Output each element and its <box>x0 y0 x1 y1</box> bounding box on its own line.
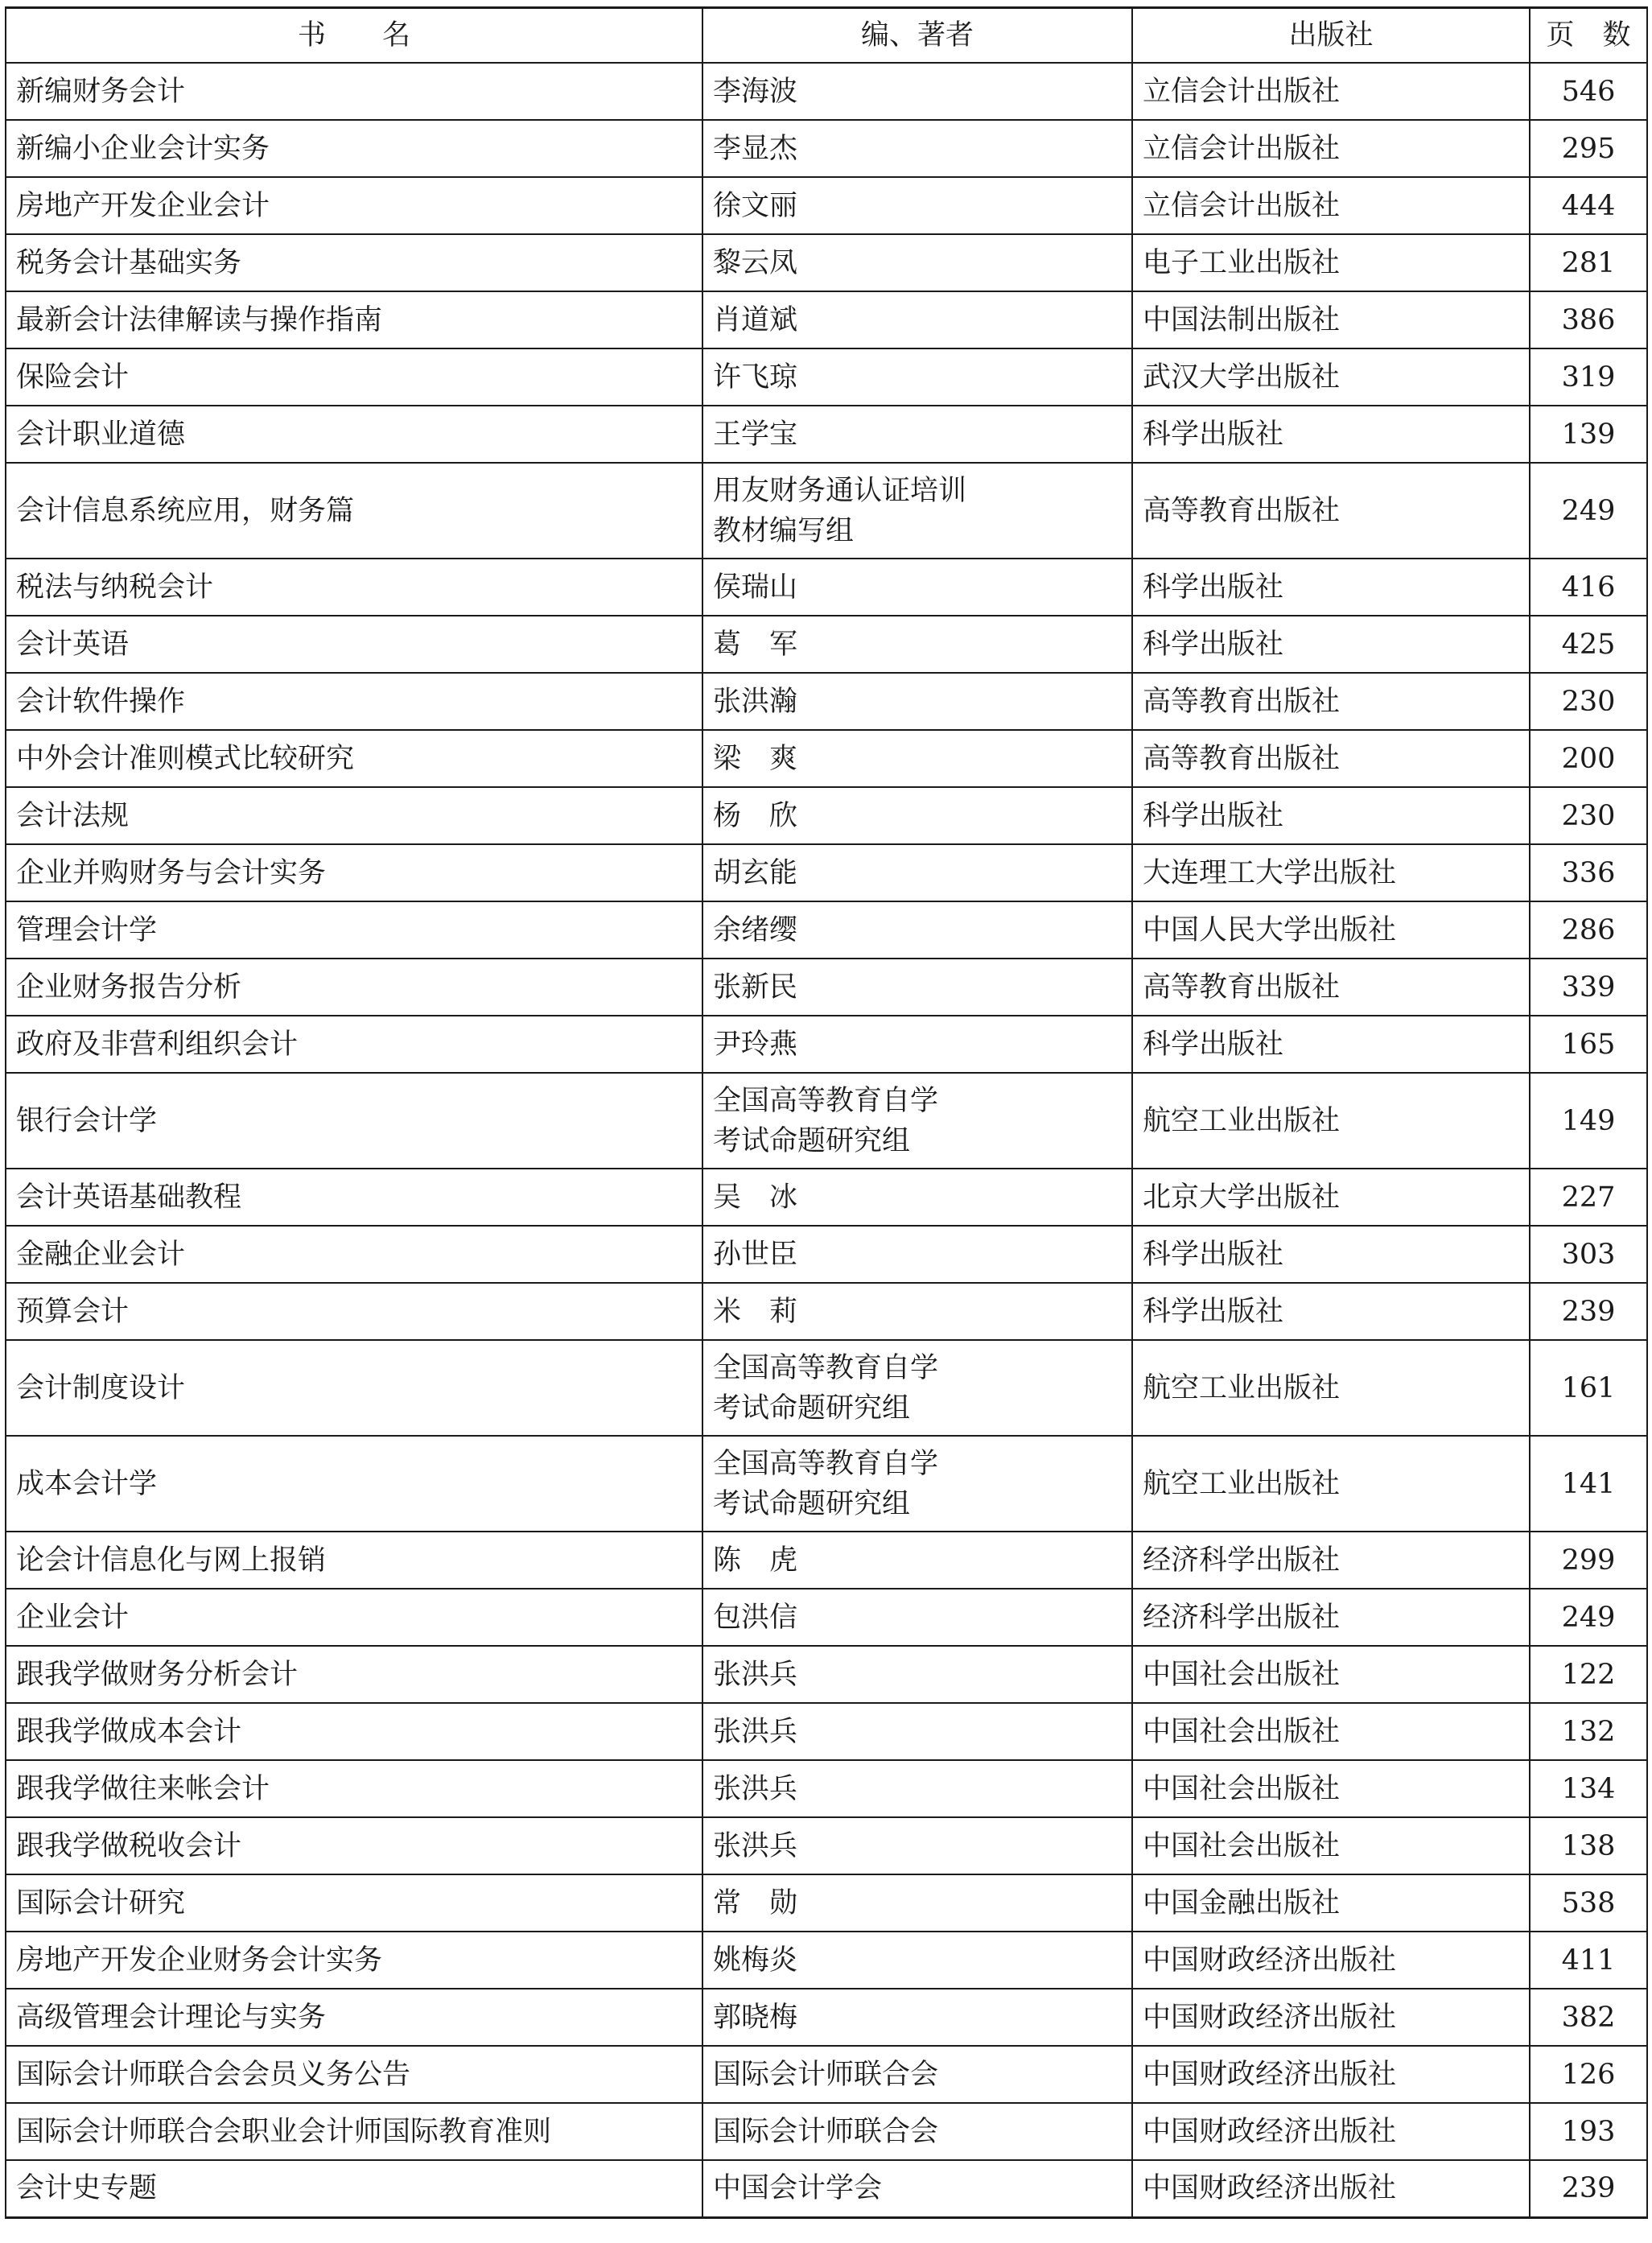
book-publisher-cell: 航空工业出版社 <box>1132 1073 1530 1169</box>
table-row <box>6 2103 1647 2160</box>
book-publisher-cell: 中国财政经济出版社 <box>1132 1932 1530 1989</box>
book-title-cell: 金融企业会计 <box>6 1226 702 1283</box>
book-publisher-cell: 高等教育出版社 <box>1132 673 1530 730</box>
book-author-cell: 许飞琼 <box>702 348 1132 406</box>
book-pages-cell: 249 <box>1530 463 1647 559</box>
table-row <box>6 559 1647 616</box>
book-publisher-cell: 立信会计出版社 <box>1132 120 1530 177</box>
book-title-cell: 税法与纳税会计 <box>6 559 702 616</box>
book-pages-cell: 141 <box>1530 1436 1647 1532</box>
book-author-cell: 葛 军 <box>702 616 1132 673</box>
table-row <box>6 844 1647 901</box>
book-pages-cell: 425 <box>1530 616 1647 673</box>
book-pages-cell: 416 <box>1530 559 1647 616</box>
book-pages-cell: 538 <box>1530 1874 1647 1932</box>
book-title-cell: 论会计信息化与网上报销 <box>6 1532 702 1589</box>
book-title-cell: 高级管理会计理论与实务 <box>6 1989 702 2046</box>
book-author-cell: 姚梅炎 <box>702 1932 1132 1989</box>
book-pages-cell: 134 <box>1530 1760 1647 1817</box>
book-publisher-cell: 高等教育出版社 <box>1132 959 1530 1016</box>
book-author-cell: 梁 爽 <box>702 730 1132 787</box>
book-pages-cell: 139 <box>1530 406 1647 463</box>
table-row <box>6 1589 1647 1646</box>
table-row <box>6 2046 1647 2103</box>
book-publisher-cell: 北京大学出版社 <box>1132 1169 1530 1226</box>
book-pages-cell: 122 <box>1530 1646 1647 1703</box>
table-row <box>6 1283 1647 1340</box>
book-title-cell: 会计史专题 <box>6 2160 702 2217</box>
book-author-cell: 米 莉 <box>702 1283 1132 1340</box>
book-title-cell: 房地产开发企业财务会计实务 <box>6 1932 702 1989</box>
book-publisher-cell: 高等教育出版社 <box>1132 730 1530 787</box>
book-title-cell: 企业财务报告分析 <box>6 959 702 1016</box>
header-publisher: 出版社 <box>1132 8 1530 64</box>
table-row <box>6 291 1647 348</box>
book-pages-cell: 239 <box>1530 1283 1647 1340</box>
book-author-cell: 侯瑞山 <box>702 559 1132 616</box>
header-pages: 页 数 <box>1530 8 1647 64</box>
book-publisher-cell: 科学出版社 <box>1132 616 1530 673</box>
table-row <box>6 463 1647 559</box>
book-author-cell: 胡玄能 <box>702 844 1132 901</box>
book-title-cell: 跟我学做往来帐会计 <box>6 1760 702 1817</box>
book-publisher-cell: 中国财政经济出版社 <box>1132 2160 1530 2217</box>
book-author-cell: 吴 冰 <box>702 1169 1132 1226</box>
table-row <box>6 1016 1647 1073</box>
book-list-table <box>5 6 1648 2219</box>
book-publisher-cell: 立信会计出版社 <box>1132 63 1530 120</box>
book-pages-cell: 227 <box>1530 1169 1647 1226</box>
book-publisher-cell: 科学出版社 <box>1132 1016 1530 1073</box>
book-title-cell: 会计信息系统应用，财务篇 <box>6 463 702 559</box>
book-pages-cell: 230 <box>1530 673 1647 730</box>
book-publisher-cell: 电子工业出版社 <box>1132 234 1530 291</box>
book-author-cell: 全国高等教育自学 考试命题研究组 <box>702 1340 1132 1436</box>
table-row <box>6 406 1647 463</box>
book-pages-cell: 126 <box>1530 2046 1647 2103</box>
book-author-cell: 张洪兵 <box>702 1703 1132 1760</box>
book-publisher-cell: 经济科学出版社 <box>1132 1589 1530 1646</box>
book-pages-cell: 299 <box>1530 1532 1647 1589</box>
book-publisher-cell: 立信会计出版社 <box>1132 177 1530 234</box>
table-row <box>6 1646 1647 1703</box>
book-title-cell: 跟我学做税收会计 <box>6 1817 702 1874</box>
table-row <box>6 120 1647 177</box>
book-author-cell: 中国会计学会 <box>702 2160 1132 2217</box>
book-title-cell: 企业并购财务与会计实务 <box>6 844 702 901</box>
book-title-cell: 会计英语基础教程 <box>6 1169 702 1226</box>
table-row <box>6 616 1647 673</box>
book-pages-cell: 411 <box>1530 1932 1647 1989</box>
book-title-cell: 会计软件操作 <box>6 673 702 730</box>
book-publisher-cell: 大连理工大学出版社 <box>1132 844 1530 901</box>
table-row <box>6 1703 1647 1760</box>
book-author-cell: 国际会计师联合会 <box>702 2046 1132 2103</box>
book-pages-cell: 382 <box>1530 1989 1647 2046</box>
book-pages-cell: 149 <box>1530 1073 1647 1169</box>
book-author-cell: 张洪兵 <box>702 1817 1132 1874</box>
book-author-cell: 肖道斌 <box>702 291 1132 348</box>
book-publisher-cell: 中国人民大学出版社 <box>1132 901 1530 959</box>
book-author-cell: 张洪瀚 <box>702 673 1132 730</box>
book-title-cell: 管理会计学 <box>6 901 702 959</box>
book-title-cell: 新编财务会计 <box>6 63 702 120</box>
book-title-cell: 政府及非营利组织会计 <box>6 1016 702 1073</box>
book-title-cell: 会计制度设计 <box>6 1340 702 1436</box>
book-pages-cell: 303 <box>1530 1226 1647 1283</box>
book-publisher-cell: 中国社会出版社 <box>1132 1646 1530 1703</box>
book-publisher-cell: 武汉大学出版社 <box>1132 348 1530 406</box>
book-title-cell: 新编小企业会计实务 <box>6 120 702 177</box>
book-pages-cell: 239 <box>1530 2160 1647 2217</box>
book-author-cell: 张洪兵 <box>702 1760 1132 1817</box>
book-publisher-cell: 中国财政经济出版社 <box>1132 1989 1530 2046</box>
book-author-cell: 王学宝 <box>702 406 1132 463</box>
book-publisher-cell: 中国法制出版社 <box>1132 291 1530 348</box>
book-publisher-cell: 科学出版社 <box>1132 1226 1530 1283</box>
header-title: 书 名 <box>6 8 702 64</box>
book-publisher-cell: 航空工业出版社 <box>1132 1340 1530 1436</box>
table-body <box>6 63 1647 2217</box>
book-pages-cell: 336 <box>1530 844 1647 901</box>
book-title-cell: 保险会计 <box>6 348 702 406</box>
book-title-cell: 国际会计研究 <box>6 1874 702 1932</box>
book-publisher-cell: 经济科学出版社 <box>1132 1532 1530 1589</box>
table-row <box>6 1073 1647 1169</box>
table-row <box>6 1436 1647 1532</box>
book-author-cell: 郭晓梅 <box>702 1989 1132 2046</box>
book-title-cell: 会计法规 <box>6 787 702 844</box>
book-title-cell: 成本会计学 <box>6 1436 702 1532</box>
book-title-cell: 预算会计 <box>6 1283 702 1340</box>
book-title-cell: 会计职业道德 <box>6 406 702 463</box>
table-row <box>6 63 1647 120</box>
table-row <box>6 673 1647 730</box>
table-row <box>6 1532 1647 1589</box>
book-author-cell: 余绪缨 <box>702 901 1132 959</box>
table-row <box>6 1340 1647 1436</box>
book-author-cell: 常 勋 <box>702 1874 1132 1932</box>
header-author: 编、著者 <box>702 8 1132 64</box>
book-pages-cell: 546 <box>1530 63 1647 120</box>
book-author-cell: 杨 欣 <box>702 787 1132 844</box>
table-row <box>6 2160 1647 2217</box>
book-publisher-cell: 航空工业出版社 <box>1132 1436 1530 1532</box>
book-author-cell: 全国高等教育自学 考试命题研究组 <box>702 1436 1132 1532</box>
table-row <box>6 901 1647 959</box>
book-publisher-cell: 科学出版社 <box>1132 406 1530 463</box>
table-row <box>6 348 1647 406</box>
book-author-cell: 张洪兵 <box>702 1646 1132 1703</box>
book-author-cell: 用友财务通认证培训 教材编写组 <box>702 463 1132 559</box>
book-pages-cell: 230 <box>1530 787 1647 844</box>
book-title-cell: 企业会计 <box>6 1589 702 1646</box>
book-pages-cell: 193 <box>1530 2103 1647 2160</box>
book-publisher-cell: 科学出版社 <box>1132 559 1530 616</box>
book-publisher-cell: 高等教育出版社 <box>1132 463 1530 559</box>
book-pages-cell: 200 <box>1530 730 1647 787</box>
table-row <box>6 1989 1647 2046</box>
book-pages-cell: 286 <box>1530 901 1647 959</box>
book-title-cell: 国际会计师联合会会员义务公告 <box>6 2046 702 2103</box>
book-author-cell: 国际会计师联合会 <box>702 2103 1132 2160</box>
table-row <box>6 1760 1647 1817</box>
book-author-cell: 黎云凤 <box>702 234 1132 291</box>
book-publisher-cell: 中国社会出版社 <box>1132 1760 1530 1817</box>
book-pages-cell: 295 <box>1530 120 1647 177</box>
book-pages-cell: 249 <box>1530 1589 1647 1646</box>
table-row <box>6 1817 1647 1874</box>
book-author-cell: 全国高等教育自学 考试命题研究组 <box>702 1073 1132 1169</box>
book-author-cell: 包洪信 <box>702 1589 1132 1646</box>
book-publisher-cell: 中国社会出版社 <box>1132 1703 1530 1760</box>
book-publisher-cell: 中国社会出版社 <box>1132 1817 1530 1874</box>
book-publisher-cell: 中国财政经济出版社 <box>1132 2103 1530 2160</box>
book-author-cell: 张新民 <box>702 959 1132 1016</box>
book-title-cell: 国际会计师联合会职业会计师国际教育准则 <box>6 2103 702 2160</box>
book-pages-cell: 386 <box>1530 291 1647 348</box>
table-row <box>6 730 1647 787</box>
book-publisher-cell: 中国金融出版社 <box>1132 1874 1530 1932</box>
table-row <box>6 959 1647 1016</box>
table-row <box>6 234 1647 291</box>
table-row <box>6 1169 1647 1226</box>
book-publisher-cell: 科学出版社 <box>1132 787 1530 844</box>
book-title-cell: 会计英语 <box>6 616 702 673</box>
book-title-cell: 税务会计基础实务 <box>6 234 702 291</box>
book-pages-cell: 281 <box>1530 234 1647 291</box>
table-row <box>6 1932 1647 1989</box>
book-author-cell: 孙世臣 <box>702 1226 1132 1283</box>
book-publisher-cell: 中国财政经济出版社 <box>1132 2046 1530 2103</box>
table-row <box>6 787 1647 844</box>
table-row <box>6 177 1647 234</box>
book-title-cell: 跟我学做成本会计 <box>6 1703 702 1760</box>
table-header <box>6 8 1647 64</box>
table-row <box>6 1226 1647 1283</box>
book-author-cell: 李显杰 <box>702 120 1132 177</box>
book-author-cell: 李海波 <box>702 63 1132 120</box>
book-title-cell: 银行会计学 <box>6 1073 702 1169</box>
book-author-cell: 尹玲燕 <box>702 1016 1132 1073</box>
book-pages-cell: 339 <box>1530 959 1647 1016</box>
book-title-cell: 最新会计法律解读与操作指南 <box>6 291 702 348</box>
book-pages-cell: 161 <box>1530 1340 1647 1436</box>
book-pages-cell: 444 <box>1530 177 1647 234</box>
table-row <box>6 1874 1647 1932</box>
header-row <box>6 8 1647 64</box>
book-title-cell: 房地产开发企业会计 <box>6 177 702 234</box>
book-author-cell: 徐文丽 <box>702 177 1132 234</box>
book-pages-cell: 165 <box>1530 1016 1647 1073</box>
book-author-cell: 陈 虎 <box>702 1532 1132 1589</box>
book-title-cell: 跟我学做财务分析会计 <box>6 1646 702 1703</box>
book-pages-cell: 132 <box>1530 1703 1647 1760</box>
book-publisher-cell: 科学出版社 <box>1132 1283 1530 1340</box>
book-pages-cell: 319 <box>1530 348 1647 406</box>
book-title-cell: 中外会计准则模式比较研究 <box>6 730 702 787</box>
book-pages-cell: 138 <box>1530 1817 1647 1874</box>
